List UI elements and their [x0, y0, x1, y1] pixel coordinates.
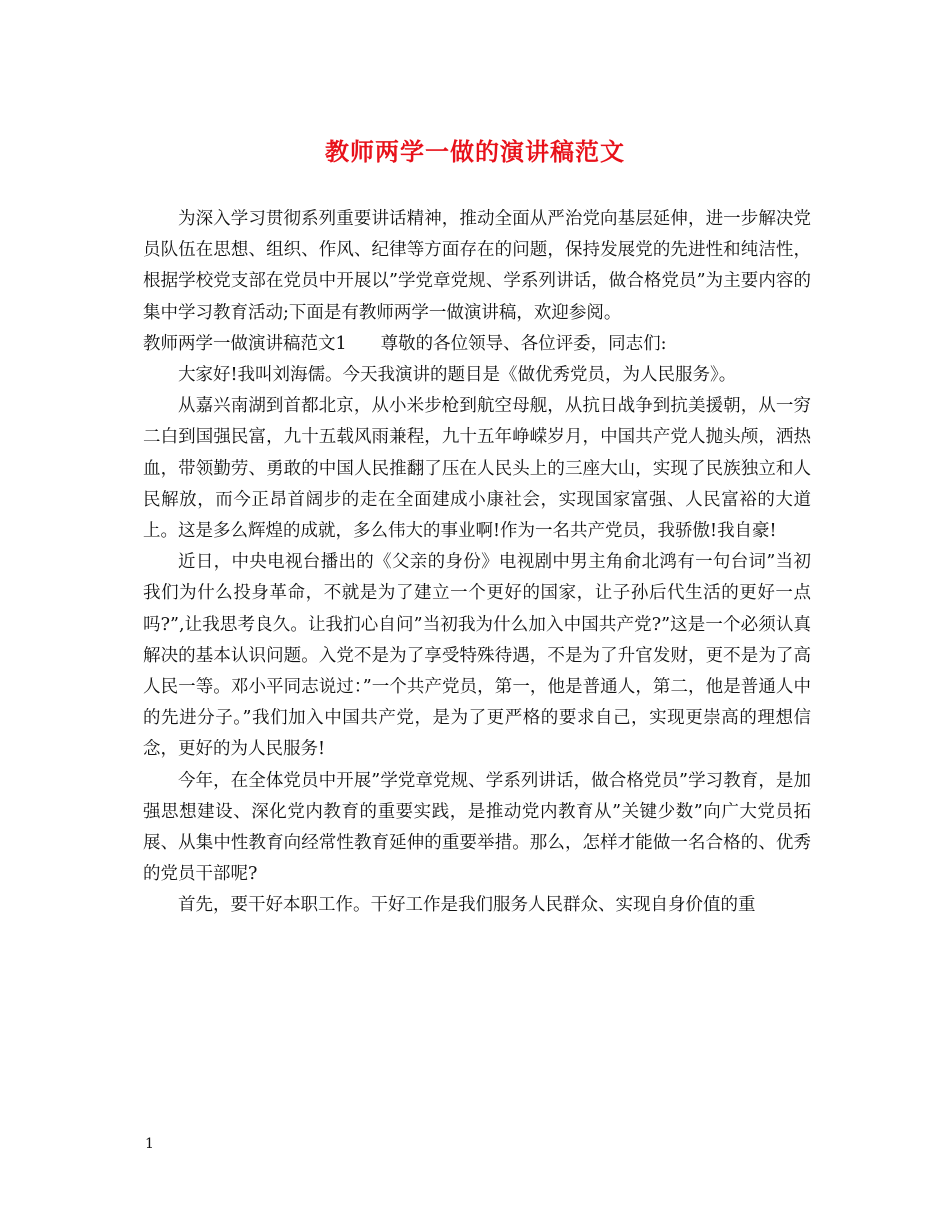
body-paragraph: 首先，要干好本职工作。干好工作是我们服务人民群众、实现自身价值的重	[178, 895, 756, 916]
section-heading: 教师两学一做演讲稿范文1	[143, 333, 347, 354]
document-body	[143, 204, 811, 922]
intro-paragraph: 为深入学习贯彻系列重要讲话精神，推动全面从严治党向基层延伸，进一步解决党员队伍在思想、组织、作风、纪律等方面存在的问题，保持发展党的先进性和纯洁性，根据学校党支部在党员中开展以”学党章党规、学系列讲话，做合格党员”为主要内容的集中学习教育活动;下面是有教师两学一做演讲稿，欢迎参阅。	[143, 209, 811, 323]
section-heading-line	[143, 329, 811, 360]
page-number: 1	[145, 1136, 154, 1152]
salutation: 尊敬的各位领导、各位评委，同志们:	[380, 333, 667, 354]
body-paragraph: 今年，在全体党员中开展”学党章党规、学系列讲话，做合格党员”学习教育，是加强思想建设、深化党内教育的重要实践，是推动党内教育从”关键少数”向广大党员拓展、从集中性教育向经常性教育延伸的重要举措。那么，怎样才能做一名合格的、优秀的党员干部呢?	[143, 770, 811, 885]
body-paragraph: 从嘉兴南湖到首都北京，从小米步枪到航空母舰，从抗日战争到抗美援朝，从一穷二白到国强民富，九十五载风雨兼程，九十五年峥嵘岁月，中国共产党人抛头颅，洒热血，带领勤劳、勇敢的中国人民推翻了压在人民头上的三座大山，实现了民族独立和人民解放，而今正昂首阔步的走在全面建成小康社会，实现国家富强、人民富裕的大道上。这是多么辉煌的成就，多么伟大的事业啊!作为一名共产党员，我骄傲!我自豪!	[143, 396, 811, 542]
body-paragraph: 大家好!我叫刘海儒。今天我演讲的题目是《做优秀党员，为人民服务》。	[178, 365, 737, 386]
document-title: 教师两学一做的演讲稿范文	[325, 137, 625, 166]
body-paragraph: 近日，中央电视台播出的《父亲的身份》电视剧中男主角俞北鸿有一句台词”当初我们为什么投身革命，不就是为了建立一个更好的国家，让子孙后代生活的更好一点吗?”,让我思考良久。让我扪心自问”当初我为什么加入中国共产党?”这是一个必须认真解决的基本认识问题。入党不是为了享受特殊待遇，不是为了升官发财，更不是为了高人民一等。邓小平同志说过：”一个共产党员，第一，他是普通人，第二，他是普通人中的先进分子。”我们加入中国共产党，是为了更严格的要求自己，实现更崇高的理想信念，更好的为人民服务!	[143, 552, 811, 760]
